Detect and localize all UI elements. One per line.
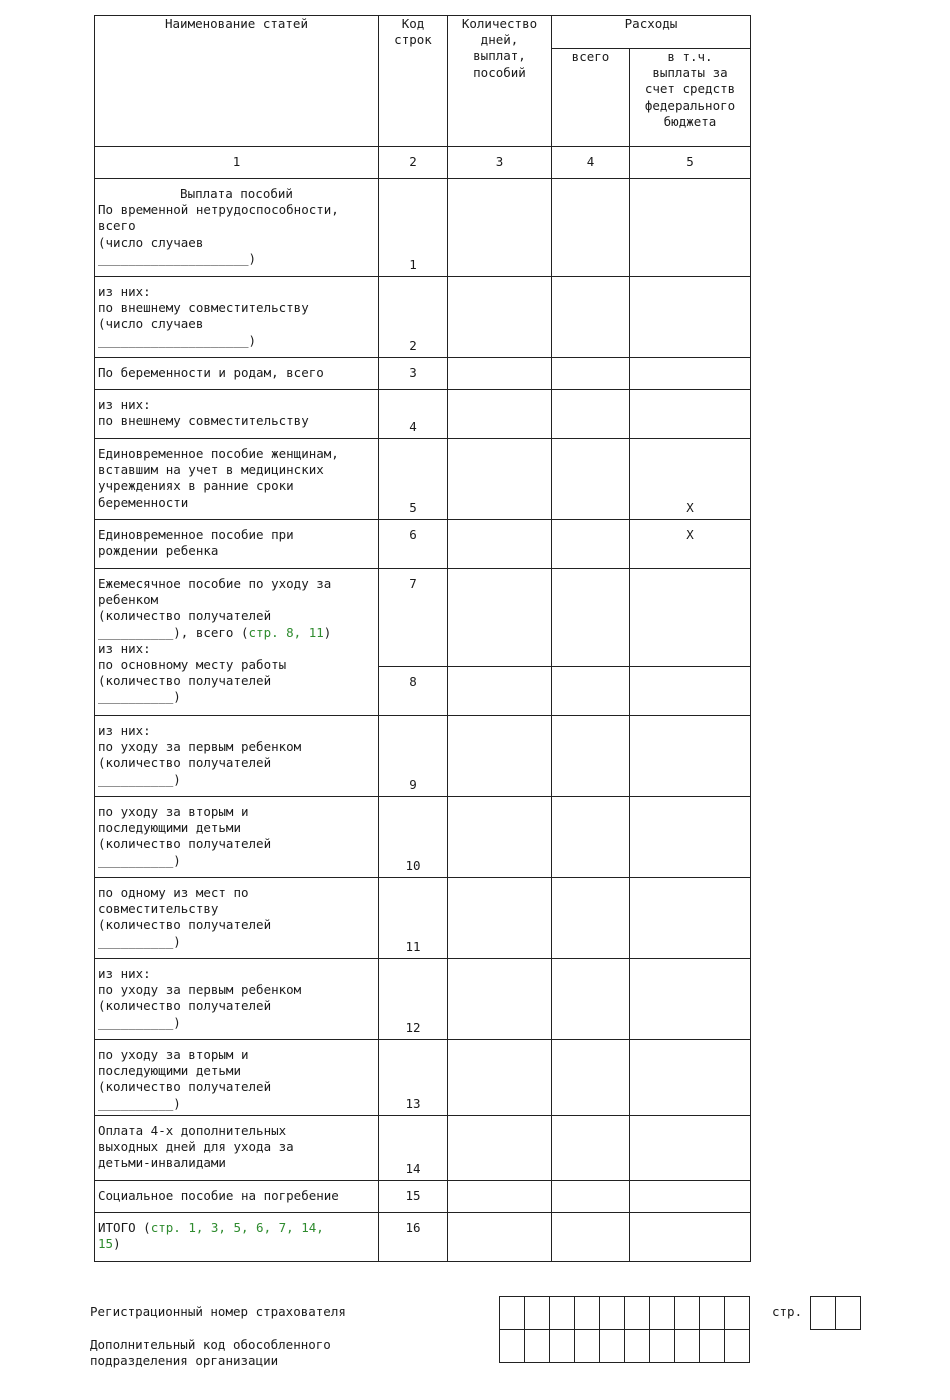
col-number-2: 2 bbox=[379, 147, 448, 179]
row-code: 8 bbox=[379, 667, 448, 716]
benefits-table bbox=[94, 15, 751, 1262]
cell-count[interactable] bbox=[448, 667, 552, 716]
cell-total[interactable] bbox=[552, 358, 630, 390]
header-col-count: Количество дней, выплат, пособий bbox=[448, 16, 552, 147]
reg-number-box[interactable] bbox=[550, 1297, 575, 1330]
cell-federal[interactable] bbox=[630, 1040, 751, 1116]
col-number-3: 3 bbox=[448, 147, 552, 179]
cell-total[interactable] bbox=[552, 1116, 630, 1181]
cell-total[interactable] bbox=[552, 797, 630, 878]
page-label: стр. bbox=[772, 1304, 803, 1319]
row-code: 1 bbox=[379, 179, 448, 277]
reg-number-box[interactable] bbox=[575, 1297, 600, 1330]
cell-federal[interactable] bbox=[630, 179, 751, 277]
cell-count[interactable] bbox=[448, 439, 552, 520]
cell-total[interactable] bbox=[552, 667, 630, 716]
cell-federal[interactable] bbox=[630, 1116, 751, 1181]
cell-total[interactable] bbox=[552, 277, 630, 358]
row-code: 13 bbox=[379, 1040, 448, 1116]
row-code: 6 bbox=[379, 520, 448, 569]
page-number-box[interactable] bbox=[811, 1297, 836, 1330]
cell-count[interactable] bbox=[448, 959, 552, 1040]
cell-count[interactable] bbox=[448, 1181, 552, 1213]
row-code: 9 bbox=[379, 716, 448, 797]
cell-count[interactable] bbox=[448, 179, 552, 277]
header-col-federal: в т.ч. выплаты за счет средств федерального бюджета bbox=[630, 49, 751, 147]
page-number-box[interactable] bbox=[836, 1297, 861, 1330]
cell-total[interactable] bbox=[552, 439, 630, 520]
reg-number-box[interactable] bbox=[700, 1297, 725, 1330]
row-name bbox=[95, 179, 379, 277]
cell-count[interactable] bbox=[448, 277, 552, 358]
cell-count[interactable] bbox=[448, 1040, 552, 1116]
row-name: по одному из мест по совместительству (количество получателей __________) bbox=[95, 878, 379, 959]
subdivision-code-box[interactable] bbox=[550, 1330, 575, 1363]
row-name: по уходу за вторым и последующими детьми (количество получателей __________) bbox=[95, 1040, 379, 1116]
cell-total[interactable] bbox=[552, 878, 630, 959]
cell-count[interactable] bbox=[448, 797, 552, 878]
reg-number-box[interactable] bbox=[500, 1297, 525, 1330]
subdivision-code-box[interactable] bbox=[575, 1330, 600, 1363]
row-code: 12 bbox=[379, 959, 448, 1040]
subdivision-code-box[interactable] bbox=[725, 1330, 750, 1363]
reg-number-grid bbox=[499, 1296, 750, 1363]
row-code: 4 bbox=[379, 390, 448, 439]
reg-number-box[interactable] bbox=[600, 1297, 625, 1330]
row-name: Оплата 4-х дополнительных выходных дней для ухода за детьми-инвалидами bbox=[95, 1116, 379, 1181]
cell-total[interactable] bbox=[552, 959, 630, 1040]
row-label: ) из них: по основному месту работы (количество получателей __________) bbox=[98, 624, 332, 705]
row-name: Единовременное пособие женщинам, вставшим на учет в медицинских учреждениях в ранние сроки беременности bbox=[95, 439, 379, 520]
subdivision-code-box[interactable] bbox=[625, 1330, 650, 1363]
cell-count[interactable] bbox=[448, 1116, 552, 1181]
subdivision-code-box[interactable] bbox=[700, 1330, 725, 1363]
cell-total[interactable] bbox=[552, 179, 630, 277]
row-name: По беременности и родам, всего bbox=[95, 358, 379, 390]
cell-total[interactable] bbox=[552, 390, 630, 439]
cell-federal[interactable] bbox=[630, 1213, 751, 1262]
cell-count[interactable] bbox=[448, 520, 552, 569]
row-reference: стр. 1, 3, 5, 6, 7, 14, 15 bbox=[98, 1220, 324, 1252]
header-expenses: Расходы bbox=[552, 16, 751, 49]
cell-federal[interactable]: X bbox=[630, 520, 751, 569]
cell-count[interactable] bbox=[448, 569, 552, 667]
cell-federal[interactable] bbox=[630, 716, 751, 797]
header-col-name: Наименование статей bbox=[95, 16, 379, 147]
row-label: Ежемесячное пособие по уходу за ребенком (количество получателей __________), всего ( bbox=[98, 576, 332, 640]
row-name bbox=[95, 1213, 379, 1262]
cell-federal[interactable] bbox=[630, 569, 751, 667]
cell-total[interactable] bbox=[552, 716, 630, 797]
cell-total[interactable] bbox=[552, 520, 630, 569]
row-name: из них: по внешнему совместительству bbox=[95, 390, 379, 439]
row-label: ) bbox=[113, 1236, 121, 1252]
row-code: 11 bbox=[379, 878, 448, 959]
subdivision-code-box[interactable] bbox=[600, 1330, 625, 1363]
cell-total[interactable] bbox=[552, 1213, 630, 1262]
cell-federal[interactable] bbox=[630, 1181, 751, 1213]
row-code: 7 bbox=[379, 569, 448, 667]
reg-number-box[interactable] bbox=[675, 1297, 700, 1330]
row-name: Социальное пособие на погребение bbox=[95, 1181, 379, 1213]
cell-total[interactable] bbox=[552, 1040, 630, 1116]
cell-federal[interactable] bbox=[630, 959, 751, 1040]
row-code: 16 bbox=[379, 1213, 448, 1262]
cell-federal[interactable] bbox=[630, 878, 751, 959]
row-reference: стр. 8, 11 bbox=[248, 624, 324, 640]
cell-federal[interactable] bbox=[630, 390, 751, 439]
row-name: по уходу за вторым и последующими детьми (количество получателей __________) bbox=[95, 797, 379, 878]
cell-federal[interactable] bbox=[630, 797, 751, 878]
subdivision-code-box[interactable] bbox=[650, 1330, 675, 1363]
cell-count[interactable] bbox=[448, 878, 552, 959]
cell-federal[interactable]: X bbox=[630, 439, 751, 520]
cell-count[interactable] bbox=[448, 716, 552, 797]
row-label: ИТОГО ( bbox=[98, 1220, 151, 1235]
col-number-5: 5 bbox=[630, 147, 751, 179]
section-title: Выплата пособий bbox=[180, 186, 293, 201]
row-code: 14 bbox=[379, 1116, 448, 1181]
reg-number-box[interactable] bbox=[525, 1297, 550, 1330]
cell-federal[interactable] bbox=[630, 277, 751, 358]
row-name: из них: по внешнему совместительству (число случаев ____________________) bbox=[95, 277, 379, 358]
cell-count[interactable] bbox=[448, 1213, 552, 1262]
row-name bbox=[95, 569, 379, 716]
reg-number-box[interactable] bbox=[725, 1297, 750, 1330]
row-label: По временной нетрудоспособности, всего (число случаев ____________________) bbox=[98, 202, 339, 266]
cell-total[interactable] bbox=[552, 569, 630, 667]
subdivision-code-box[interactable] bbox=[500, 1330, 525, 1363]
header-col-total: всего bbox=[552, 49, 630, 147]
col-number-4: 4 bbox=[552, 147, 630, 179]
row-code: 15 bbox=[379, 1181, 448, 1213]
row-name: Единовременное пособие при рождении ребенка bbox=[95, 520, 379, 569]
subdivision-code-box[interactable] bbox=[525, 1330, 550, 1363]
cell-count[interactable] bbox=[448, 358, 552, 390]
page-number-grid bbox=[810, 1296, 861, 1330]
reg-number-label: Регистрационный номер страхователя bbox=[90, 1304, 346, 1319]
row-name: из них: по уходу за первым ребенком (количество получателей __________) bbox=[95, 716, 379, 797]
header-col-code: Код строк bbox=[379, 16, 448, 147]
subdivision-code-label: Дополнительный код обособленного подразделения организации bbox=[90, 1337, 331, 1368]
row-name: из них: по уходу за первым ребенком (количество получателей __________) bbox=[95, 959, 379, 1040]
reg-number-box[interactable] bbox=[650, 1297, 675, 1330]
cell-federal[interactable] bbox=[630, 667, 751, 716]
col-number-1: 1 bbox=[95, 147, 379, 179]
row-code: 5 bbox=[379, 439, 448, 520]
reg-number-box[interactable] bbox=[625, 1297, 650, 1330]
cell-total[interactable] bbox=[552, 1181, 630, 1213]
row-code: 2 bbox=[379, 277, 448, 358]
row-code: 10 bbox=[379, 797, 448, 878]
cell-count[interactable] bbox=[448, 390, 552, 439]
subdivision-code-box[interactable] bbox=[675, 1330, 700, 1363]
row-code: 3 bbox=[379, 358, 448, 390]
cell-federal[interactable] bbox=[630, 358, 751, 390]
